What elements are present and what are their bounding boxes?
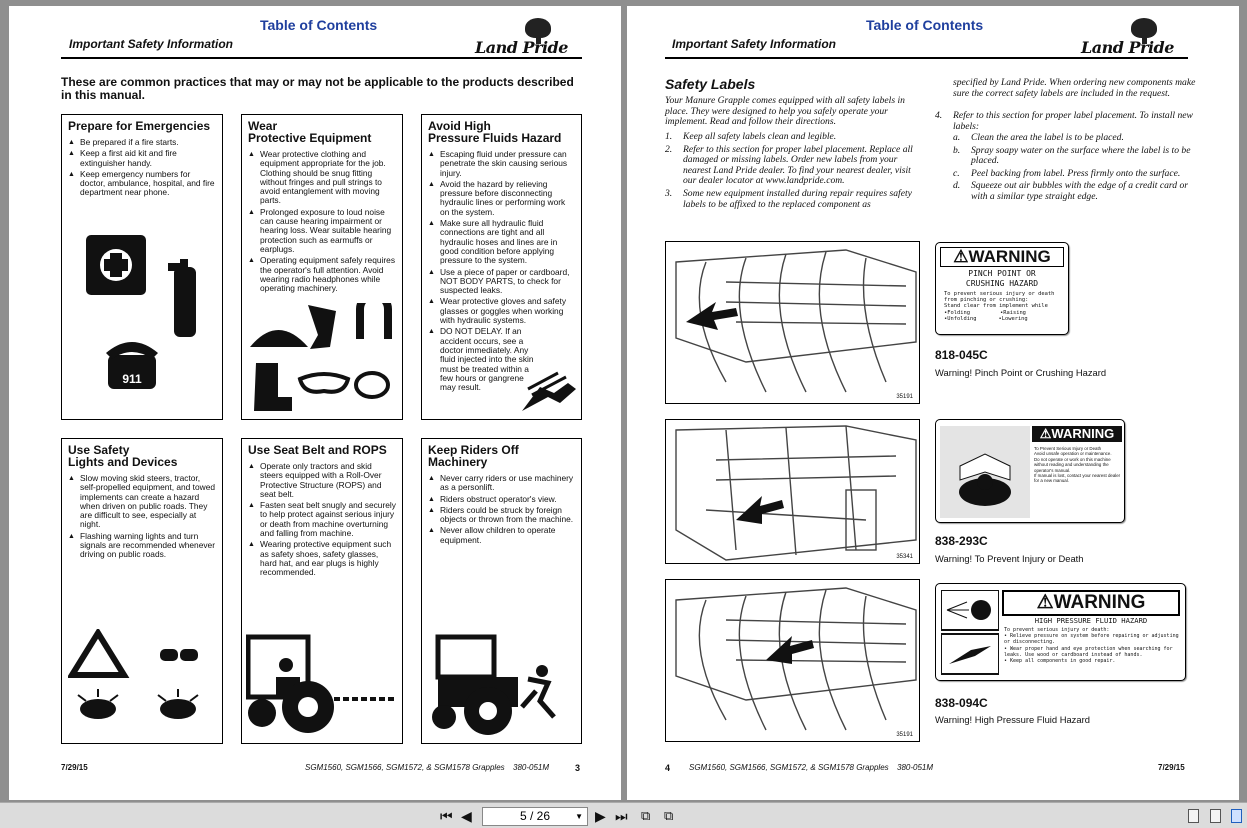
list-item: ▲ Keep a first aid kit and fire extinguisher handy.	[68, 149, 216, 168]
list-item: c. Peel backing from label. Press firmly onto the surface.	[953, 167, 1181, 179]
operator-reading-manual-icon	[940, 426, 1030, 518]
warning-header: ⚠WARNING	[1002, 590, 1180, 616]
list-item: ▲ Make sure all hydraulic fluid connections are tight and all hydraulic hoses and lines are in good condition before applying pressure to the system.	[428, 219, 575, 265]
grapple-figure-3	[665, 579, 920, 742]
header-title[interactable]: Table of Contents	[260, 17, 378, 33]
warning-header: ⚠WARNING	[940, 247, 1064, 267]
substeps-list	[953, 133, 1198, 205]
slow-moving-vehicle-icon	[68, 629, 218, 729]
box-safety-lights	[61, 438, 223, 744]
next-page-icon[interactable]: ▶	[595, 808, 606, 824]
safety-intro: Your Manure Grapple comes equipped with all safety labels in place. They were designed to help you safely operate your implement. Read and follow their directions.	[665, 95, 905, 128]
list-item: ▲ Flashing warning lights and turn signals are recommended whenever driving on public roads.	[68, 532, 216, 560]
box-title: Use Safety Lights and Devices	[68, 443, 178, 469]
decal-818-045C: ⚠WARNING PINCH POINT OR CRUSHING HAZARD To prevent serious injury or death from pinching or crushing: Stand clear from implement while •Folding •Raising •Unfolding •Lowering	[935, 242, 1069, 335]
warning-header: ⚠WARNING	[1032, 426, 1122, 442]
grapple-drawing	[666, 242, 920, 404]
list-item: 1. Keep all safety labels clean and legible.	[665, 131, 837, 142]
page-4	[627, 6, 1239, 800]
first-page-icon[interactable]: ⏮	[440, 808, 453, 824]
list-item: ▲ Escaping fluid under pressure can penetrate the skin causing serious injury.	[428, 150, 575, 178]
footer-models: SGM1560, SGM1566, SGM1572, & SGM1578 Grapples	[305, 763, 505, 772]
list-item: ▲ Use a piece of paper or cardboard, NOT BODY PARTS, to check for suspected leaks.	[428, 268, 575, 296]
chevron-down-icon[interactable]: ▼	[575, 812, 583, 821]
box-protective-equipment	[241, 114, 403, 420]
grapple-figure-2	[665, 419, 920, 564]
list-item: ▲ Riders obstruct operator's view.	[428, 495, 575, 504]
fluid-injection-pictogram-icon	[941, 590, 999, 676]
section-heading: Important Safety Information	[672, 37, 837, 51]
list-item: ▲ Operating equipment safely requires the operator's full attention. Avoid wearing radio headphones while operating machinery.	[248, 256, 396, 293]
box-title: Keep Riders Off Machinery	[428, 443, 519, 469]
box-title: Avoid High Pressure Fluids Hazard	[428, 119, 562, 145]
list-item: ▲ Operate only tractors and skid steers equipped with a Roll-Over Protective Structure (ROPS) and seat belt.	[248, 462, 396, 499]
grapple-drawing	[666, 420, 920, 564]
figure-number: 35191	[896, 394, 913, 400]
list-item: 2. Refer to this section for proper label placement. Replace all damaged or missing labels. Order new labels from your nearest Land Pride dealer. To find your nearest dealer, visit our dealer locator at www.landpride.com.	[665, 143, 913, 187]
phone-911-label: 911	[122, 372, 142, 386]
rider-falling-icon	[432, 633, 572, 737]
land-pride-logo: Land Pride	[1081, 18, 1191, 58]
page-number: 4	[665, 763, 671, 773]
list-item: ▲ Prolonged exposure to loud noise can cause hearing impairment or hearing loss. Wear suitable hearing protection such as earmuffs or earplugs.	[248, 208, 396, 254]
steps-list	[665, 132, 920, 212]
section-heading: Important Safety Information	[69, 37, 234, 51]
grapple-figure-1	[665, 241, 920, 404]
rotate-page-icon[interactable]: ⧉	[641, 808, 651, 823]
step4: 4. Refer to this section for proper label placement. To install new labels:	[935, 110, 1193, 132]
list-item: b. Spray soapy water on the surface where the label is to be placed.	[953, 144, 1191, 167]
list-item: ▲ Keep emergency numbers for doctor, ambulance, hospital, and fire department near phone.	[68, 170, 216, 198]
hand-fluid-injection-icon	[518, 369, 580, 417]
footer-doc-number: 380-051M	[897, 763, 934, 772]
part-number: 838-293C	[935, 534, 988, 548]
box-title: Use Seat Belt and ROPS	[248, 443, 387, 457]
part-number: 818-045C	[935, 348, 988, 362]
previous-page-icon[interactable]: ◀	[461, 808, 472, 824]
list-item: ▲ Avoid the hazard by relieving pressure before disconnecting hydraulic lines or performing work on the system.	[428, 180, 575, 217]
step3-continuation: specified by Land Pride. When ordering new components make sure the correct safety labels are included in the request.	[953, 77, 1196, 99]
footer-models: SGM1560, SGM1566, SGM1572, & SGM1578 Grapples	[689, 763, 889, 772]
safety-labels-title: Safety Labels	[665, 76, 756, 92]
intro-text: These are common practices that may or may not be applicable to the products described in this manual.	[61, 75, 574, 102]
box-high-pressure-fluids	[421, 114, 582, 420]
part-description: Warning! High Pressure Fluid Hazard	[935, 714, 1090, 725]
tractor-rops-icon	[246, 627, 400, 737]
land-pride-logo: Land Pride	[475, 18, 585, 58]
page-3	[9, 6, 621, 800]
continuous-view-icon[interactable]	[1210, 809, 1221, 823]
footer-date: 7/29/15	[1158, 763, 1185, 772]
box-title: Wear Protective Equipment	[248, 119, 372, 145]
box-keep-riders-off	[421, 438, 582, 744]
decal-838-094C: ⚠WARNING HIGH PRESSURE FLUID HAZARD To prevent serious injury or death: • Relieve pressure on system before repairing or adjusting or disconnecting. • Wear proper hand and eye protection when searching for leaks. Use wood or cardboard instead of hands. • Keep all components in good repair.	[935, 583, 1186, 681]
list-item: ▲ Wearing protective equipment such as safety shoes, safety glasses, hard hat, and ear plugs is highly recommended.	[248, 540, 396, 577]
box-seat-belt-rops	[241, 438, 403, 744]
figure-number: 35191	[896, 732, 913, 738]
list-item: ▲ DO NOT DELAY. If an accident occurs, see a doctor immediately. Any fluid injected into the skin must be treated within a few hours or gangrene may result.	[428, 327, 575, 392]
protective-gear-icon	[248, 303, 398, 417]
viewer-toolbar	[0, 802, 1247, 828]
box-prepare-emergencies	[61, 114, 223, 420]
part-description: Warning! To Prevent Injury or Death	[935, 553, 1084, 564]
list-item: ▲ Wear protective gloves and safety glasses or goggles when working with hydraulic systems.	[428, 297, 575, 325]
list-item: ▲ Never carry riders or use machinery as a personlift.	[428, 474, 575, 493]
grapple-drawing	[666, 580, 920, 742]
list-item: ▲ Never allow children to operate equipment.	[428, 526, 575, 545]
header-title[interactable]: Table of Contents	[866, 17, 984, 33]
list-item: ▲ Fasten seat belt snugly and securely to help protect against serious injury or death from machine overturning and falling from machine.	[248, 501, 396, 538]
footer-doc-number: 380-051M	[513, 763, 550, 772]
list-item: ▲ Riders could be struck by foreign objects or thrown from the machine.	[428, 506, 575, 525]
page-layout-icon[interactable]: ⧉	[664, 808, 674, 823]
page-number: 3	[575, 763, 581, 773]
list-item: 3. Some new equipment installed during repair requires safety labels to be affixed to the replaced component as	[665, 187, 912, 210]
last-page-icon[interactable]: ⏭	[615, 808, 628, 824]
page-number-input[interactable]: 5 / 26 ▼	[482, 807, 588, 826]
footer-date: 7/29/15	[61, 763, 88, 772]
figure-number: 35341	[896, 554, 913, 560]
single-page-view-icon[interactable]	[1188, 809, 1199, 823]
box-title: Prepare for Emergencies	[68, 119, 211, 133]
list-item: a. Clean the area the label is to be placed.	[953, 132, 1124, 143]
two-page-view-icon[interactable]	[1231, 809, 1242, 823]
list-item: ▲ Slow moving skid steers, tractor, self-propelled equipment, and towed implements can create a hazard when driven on public roads. They are difficult to see, especially at night.	[68, 474, 216, 530]
part-description: Warning! Pinch Point or Crushing Hazard	[935, 367, 1107, 378]
decal-838-293C: ⚠WARNING To Prevent Serious Injury or Death Avoid unsafe operation or maintenance. Do not operate or work on this machine without reading and understanding the operator's manual. If manual is lost, contact your nearest dealer for a new manual.	[935, 419, 1125, 523]
list-item: d. Squeeze out air bubbles with the edge of a credit card or with a similar type straight edge.	[953, 180, 1188, 202]
list-item: ▲ Be prepared if a fire starts.	[68, 138, 216, 147]
part-number: 838-094C	[935, 696, 988, 710]
list-item: ▲ Wear protective clothing and equipment appropriate for the job. Clothing should be snug fitting without fringes and pull strings to avoid entanglement with moving parts.	[248, 150, 396, 206]
first-aid-kit-icon	[76, 223, 212, 403]
